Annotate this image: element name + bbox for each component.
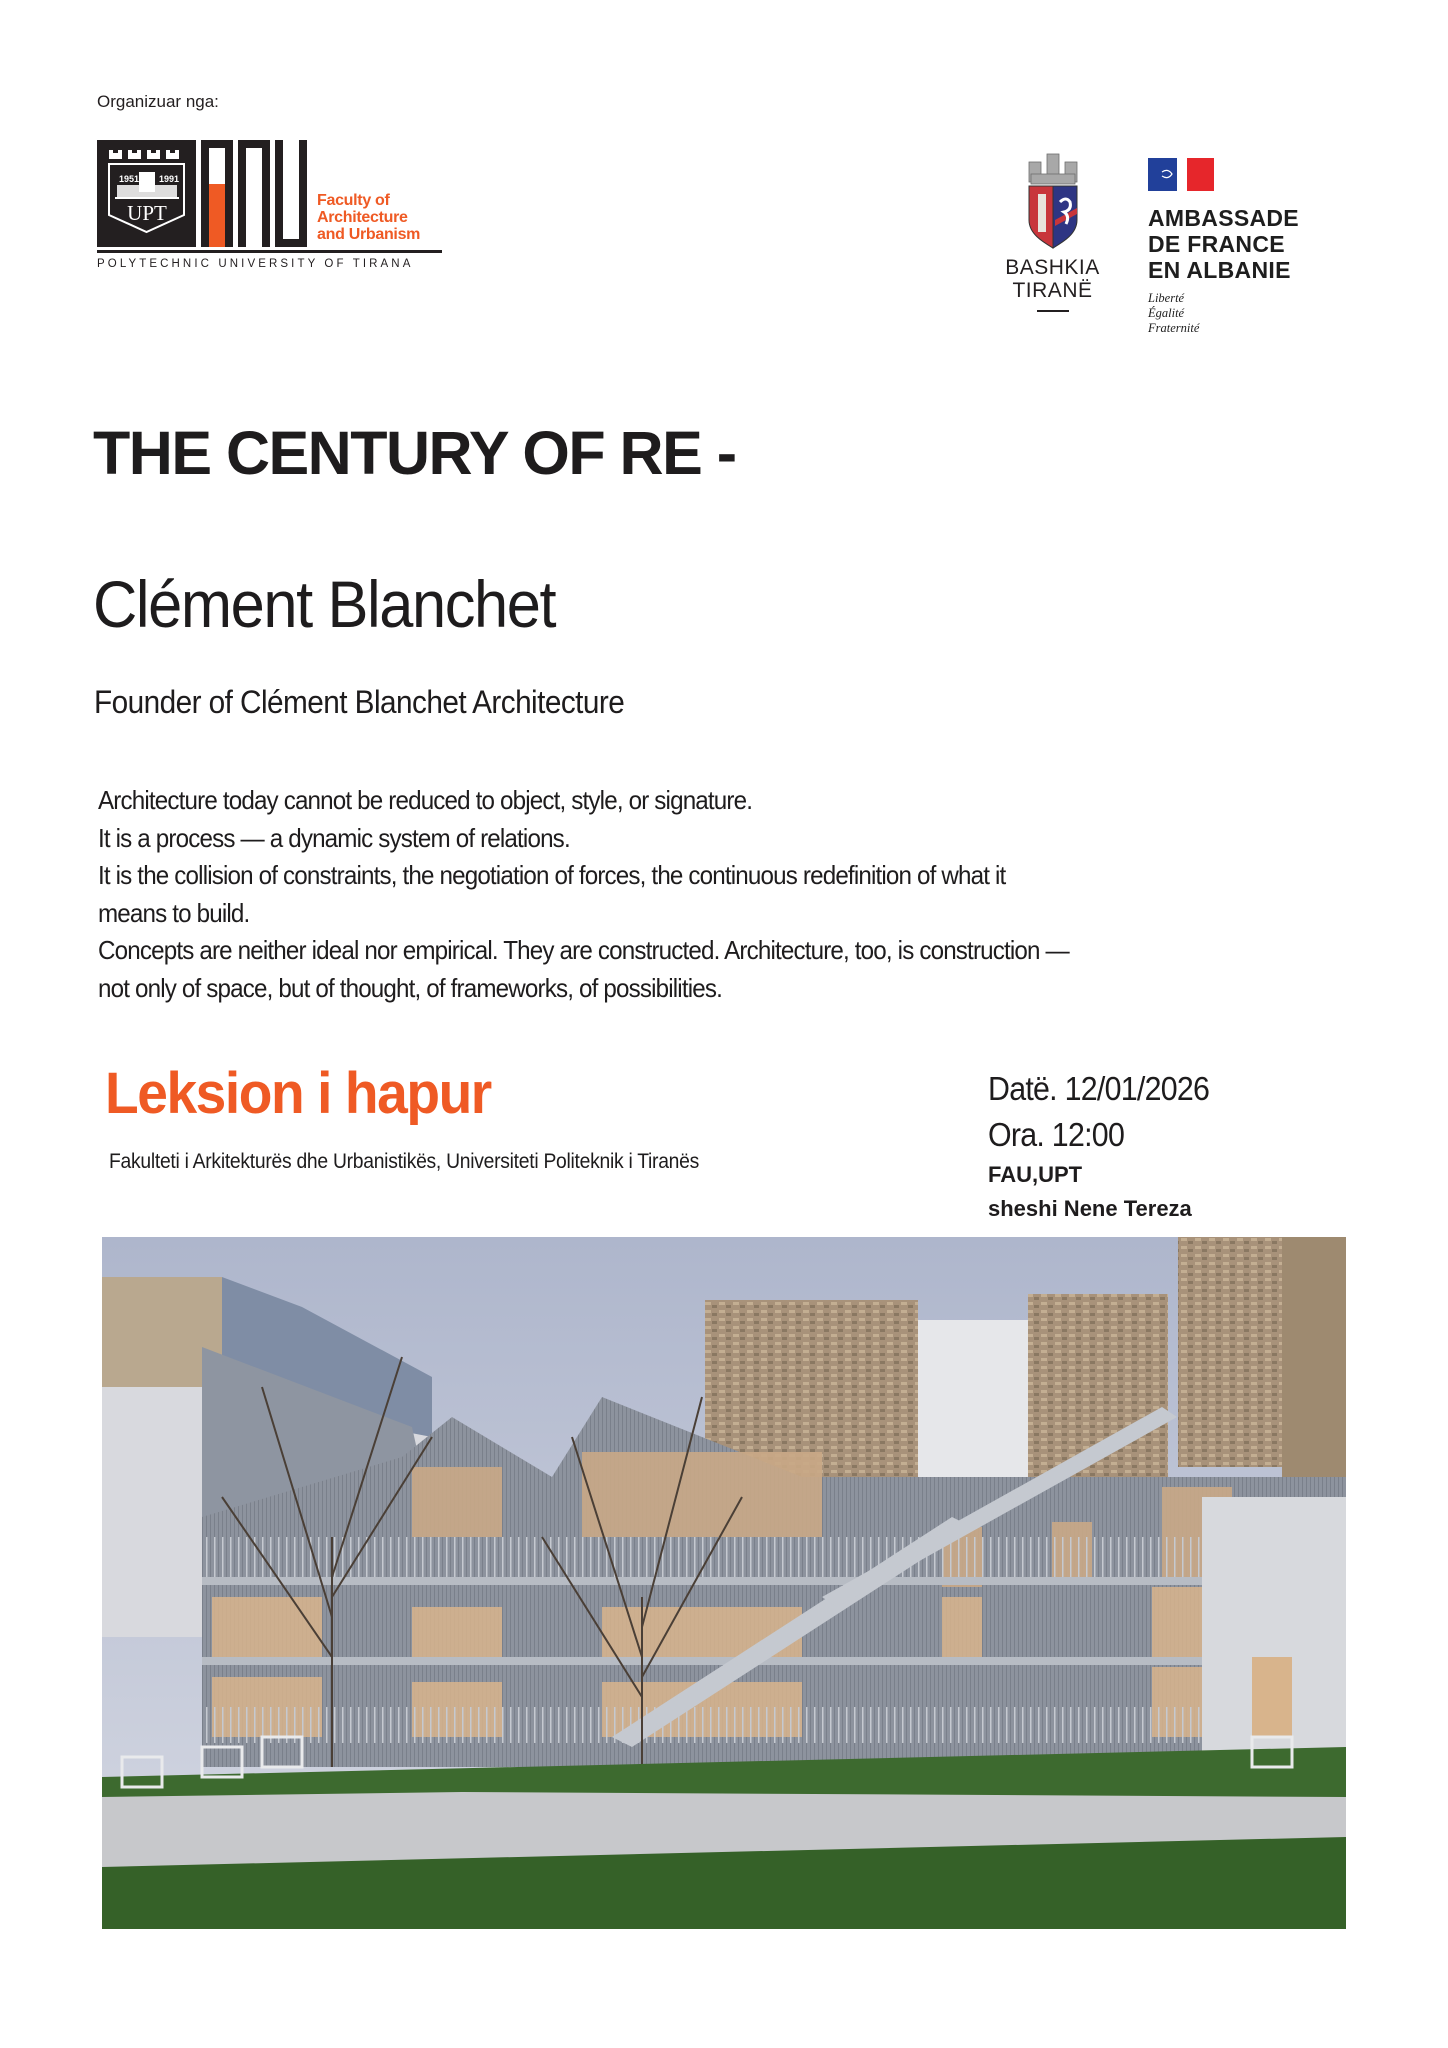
event-date: Datë. 12/01/2026 <box>988 1070 1210 1107</box>
upt-emblem <box>97 140 196 247</box>
event-type-heading: Leksion i hapur <box>105 1061 491 1126</box>
event-square: sheshi Nene Tereza <box>988 1196 1192 1221</box>
abstract-line: It is a process — a dynamic system of relations. <box>98 822 570 853</box>
abstract-line: means to build. <box>98 897 250 928</box>
french-motto: Liberté Égalité Fraternité <box>1148 291 1200 335</box>
event-place: FAU,UPT <box>988 1162 1083 1187</box>
event-details <box>988 1066 1228 1226</box>
university-name: POLYTECHNIC UNIVERSITY OF TIRANA <box>97 258 414 270</box>
abstract-line: It is the collision of constraints, the negotiation of forces, the continuous redefinition of what it <box>98 860 1006 891</box>
svg-text:1951: 1951 <box>119 174 140 184</box>
abstract-line: not only of space, but of thought, of frameworks, of possibilities. <box>98 972 723 1003</box>
marianne-flag-icon <box>1148 158 1214 191</box>
tirana-name: BASHKIA TIRANË <box>1005 256 1100 302</box>
fau-upt-logo <box>97 140 442 280</box>
organized-by-label: Organizuar nga: <box>97 92 219 111</box>
fau-monogram <box>201 140 308 247</box>
svg-text:1991: 1991 <box>159 174 180 184</box>
event-time: Ora. 12:00 <box>988 1116 1125 1153</box>
speaker-role: Founder of Clément Blanchet Architecture <box>94 684 625 720</box>
ambassade-france-logo <box>1148 158 1299 336</box>
abstract-line: Concepts are neither ideal nor empirical. They are constructed. Architecture, too, is construction — <box>98 935 1069 966</box>
lecture-title: THE CENTURY OF RE - <box>93 419 736 487</box>
tirana-divider <box>1037 310 1069 312</box>
abstract-text <box>98 782 1358 1008</box>
logo-divider <box>97 250 442 253</box>
building-courtyard-photo <box>102 1237 1346 1929</box>
faculty-name: Faculty of Architecture and Urbanism <box>317 192 421 243</box>
svg-text:UPT: UPT <box>127 201 167 225</box>
tirana-crest-icon <box>1025 150 1081 250</box>
venue-full-name: Fakulteti i Arkitekturës dhe Urbanistikës, Universiteti Politeknik i Tiranës <box>109 1150 699 1173</box>
speaker-name: Clément Blanchet <box>93 567 556 641</box>
bashkia-tirane-logo <box>995 150 1110 312</box>
abstract-line: Architecture today cannot be reduced to object, style, or signature. <box>98 785 753 815</box>
embassy-name: AMBASSADE DE FRANCE EN ALBANIE <box>1148 205 1299 283</box>
